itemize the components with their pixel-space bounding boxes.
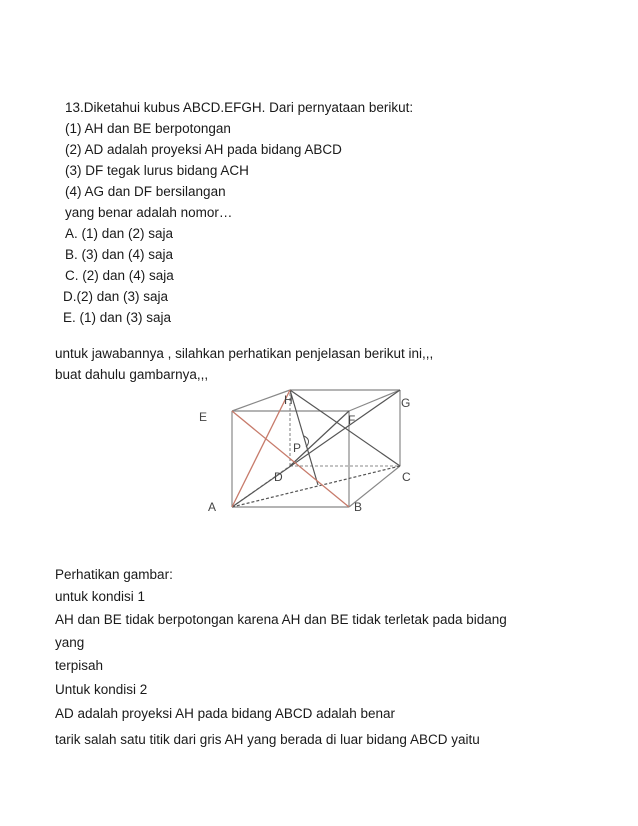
label-g: G bbox=[401, 396, 411, 410]
explanation-line-8: tarik salah satu titik dari gris AH yang berada di luar bidang ABCD yaitu bbox=[55, 732, 480, 747]
explanation-line-1: Perhatikan gambar: bbox=[55, 567, 173, 582]
cube-figure bbox=[196, 383, 422, 518]
intro-line-2: buat dahulu gambarnya,,, bbox=[55, 367, 209, 382]
statement-3: (3) DF tegak lurus bidang ACH bbox=[65, 163, 249, 178]
question-stem: 13.Diketahui kubus ABCD.EFGH. Dari pernyataan berikut: bbox=[65, 100, 414, 115]
explanation-line-2: untuk kondisi 1 bbox=[55, 589, 146, 604]
label-c: C bbox=[402, 470, 411, 484]
option-a: A. (1) dan (2) saja bbox=[65, 226, 174, 241]
explanation-line-4: yang bbox=[55, 635, 85, 650]
explanation-line-6: Untuk kondisi 2 bbox=[55, 682, 148, 697]
question-prompt: yang benar adalah nomor… bbox=[65, 205, 233, 220]
explanation-line-5: terpisah bbox=[55, 658, 104, 673]
statement-4: (4) AG dan DF bersilangan bbox=[65, 184, 226, 199]
label-e: E bbox=[199, 410, 208, 424]
label-f: F bbox=[348, 413, 356, 427]
label-b: B bbox=[354, 500, 363, 514]
statement-2: (2) AD adalah proyeksi AH pada bidang ABCD bbox=[65, 142, 342, 157]
label-p: P bbox=[293, 441, 302, 455]
explanation-line-7: AD adalah proyeksi AH pada bidang ABCD adalah benar bbox=[55, 706, 395, 721]
statement-1: (1) AH dan BE berpotongan bbox=[65, 121, 231, 136]
option-d: D.(2) dan (3) saja bbox=[63, 289, 169, 304]
label-h: H bbox=[284, 393, 293, 407]
option-e: E. (1) dan (3) saja bbox=[63, 310, 172, 325]
option-c: C. (2) dan (4) saja bbox=[65, 268, 174, 283]
diagonals bbox=[232, 390, 400, 507]
option-b: B. (3) dan (4) saja bbox=[65, 247, 174, 262]
label-d: D bbox=[274, 470, 283, 484]
intro-line-1: untuk jawabannya , silahkan perhatikan penjelasan berikut ini,,, bbox=[55, 346, 434, 361]
label-a: A bbox=[208, 500, 217, 514]
explanation-line-3: AH dan BE tidak berpotongan karena AH dan BE tidak terletak pada bidang bbox=[55, 612, 507, 627]
